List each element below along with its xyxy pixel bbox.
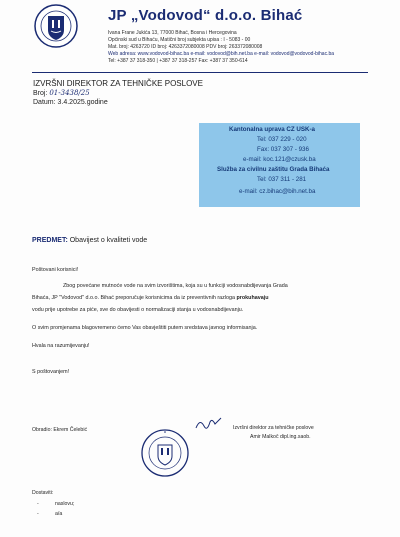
company-court: Općinski sud u Bihaću, Matični broj subjekta upisa : I - 5083 - 00 [108, 37, 251, 43]
distribution-item: naslovu; [55, 501, 75, 507]
company-address: Ivana Frane Jukića 13, 77000 Bihać, Bosna i Hercegovina [108, 30, 237, 36]
document-date: Datum: 3.4.2025.godine [33, 99, 108, 106]
signatory-title: Izvršni direktor za tehničke poslove [233, 425, 314, 431]
greeting: Poštovani korisnici! [32, 267, 79, 273]
signatory-name: Amir Malkoč dipl.ing.saob. [250, 434, 311, 440]
subject-line: PREDMET: Obavijest o kvaliteti vode [32, 237, 148, 244]
company-web[interactable]: Web adresa: www.vodovod-bihac.ba e-mail: vodovod@bih.net.ba e-mail: vodovod@vodovod-bihac.ba [108, 51, 335, 57]
crest-logo [34, 4, 78, 48]
distribution-item: a/a [55, 511, 63, 517]
closing-line: S poštovanjem! [32, 369, 70, 375]
header-divider [32, 72, 368, 73]
recipient-line: Tel: 037 229 - 020 [257, 136, 307, 143]
paragraph-line: O svim promjenama blagovremeno ćemo Vas obavještiti putem sredstava javnog informisanja. [32, 325, 258, 331]
company-ids: Mat. broj: 4263720 ID broj: 4263372080008 PDV broj: 263372080008 [108, 44, 263, 50]
thanks-line: Hvala na razumijevanju! [32, 343, 90, 349]
paragraph-line: Zbog povećane mutnoće vode na svim izvorištima, koja su u funkciji vodosnabdijevanja Grada [63, 283, 288, 289]
recipient-line: Kantonalna uprava CZ USK-a [229, 126, 315, 133]
company-phones: Tel: +387 37 318-350 | +387 37 318-257 Fax: +387 37 350-614 [108, 58, 248, 64]
prepared-by: Obradio: Ekrem Čelebić [32, 427, 88, 433]
paragraph-line: Bihaća, JP "Vodovod" d.o.o. Bihać preporučuje korisnicima da iz preventivnih razloga prokuhavaju [32, 295, 269, 301]
reference-number: Broj: 01-3438/25 [33, 89, 90, 97]
department-title: IZVRŠNI DIREKTOR ZA TEHNIČKE POSLOVE [33, 79, 203, 88]
recipient-line[interactable]: e-mail: koc.121@czusk.ba [243, 156, 316, 163]
recipient-box [199, 123, 360, 207]
company-stamp [140, 428, 190, 478]
recipient-line: Služba za civilnu zaštitu Grada Bihaća [217, 166, 330, 173]
distribution-bullet: - [37, 501, 39, 507]
distribution-bullet: - [37, 511, 39, 517]
recipient-line[interactable]: e-mail: cz.bihac@bih.net.ba [239, 188, 316, 195]
signature-mark [192, 414, 226, 434]
recipient-line: Tel: 037 311 - 281 [257, 176, 307, 183]
recipient-line: Fax: 037 307 - 936 [257, 146, 309, 153]
paragraph-line: vodu prije upotrebe za piće, sve do obavijesti o normalizaciji stanja u vodosnabdijevanju. [32, 307, 244, 313]
company-name: JP „Vodovod“ d.o.o. Bihać [108, 7, 303, 24]
distribution-label: Dostaviti: [32, 490, 54, 496]
